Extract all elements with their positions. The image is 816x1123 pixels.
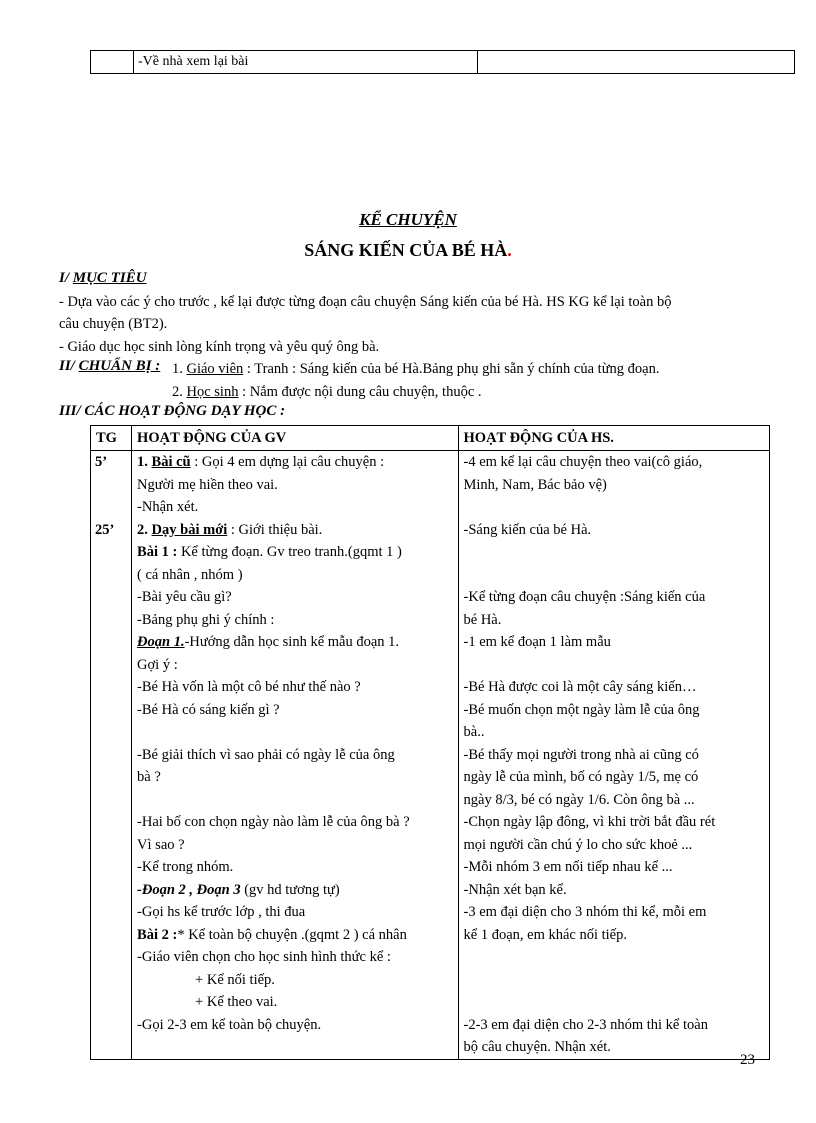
hs-line: bà.. xyxy=(463,724,485,740)
hs-line: -Bé Hà được coi là một cây sáng kiến… xyxy=(463,679,697,695)
section-heading-muc-tieu xyxy=(59,270,147,287)
gv-line: -Gọi hs kể trước lớp , thi đua xyxy=(137,904,306,920)
gv-line: -Bé Hà vốn là một cô bé như thế nào ? xyxy=(137,679,361,695)
label: Bài 2 : xyxy=(137,926,178,943)
gv-line xyxy=(137,924,452,947)
gv-line: bà ? xyxy=(137,769,161,785)
hs-line: -Nhận xét bạn kể. xyxy=(463,881,567,898)
label: Bài cũ xyxy=(151,454,191,470)
hs-line: -Chọn ngày lập đông, vì khi trời bắt đầu rét xyxy=(463,814,716,830)
previous-lesson-table-fragment xyxy=(90,50,795,74)
item-label: Giáo viên xyxy=(186,361,244,377)
hs-line: mọi người cần chú ý lo cho sức khoẻ ... xyxy=(463,836,693,853)
spacer xyxy=(464,564,764,587)
item-text: : Nắm được nội dung câu chuyện, thuộc . xyxy=(238,384,482,400)
time-25: 25’ xyxy=(95,521,115,538)
subject-heading: KỂ CHUYỆN xyxy=(359,210,457,229)
col-header-gv: HOẠT ĐỘNG CỦA GV xyxy=(132,426,458,451)
hs-line: -Bé muốn chọn một ngày làm lễ của ông xyxy=(463,701,700,718)
student-activities xyxy=(458,451,769,1060)
lesson-title-text: SÁNG KIẾN CỦA BÉ HÀ xyxy=(304,240,508,260)
gv-line: -Gọi 2-3 em kể toàn bộ chuyện. xyxy=(137,1016,322,1033)
section-title: CHUẨN BỊ : xyxy=(78,358,161,374)
activities-table xyxy=(90,425,770,1060)
item-label: Học sinh xyxy=(186,384,239,400)
lesson-title-dot: . xyxy=(507,240,512,260)
gv-line: -Bé giải thích vì sao phải có ngày lễ của ông xyxy=(137,746,395,763)
spacer xyxy=(95,474,126,497)
text: : Giới thiệu bài. xyxy=(227,521,323,538)
label: Bài 1 : xyxy=(137,544,178,560)
gv-line xyxy=(137,541,452,564)
gv-line: + Kể nối tiếp. xyxy=(195,971,275,988)
gv-line xyxy=(137,451,452,474)
item-number: 2. xyxy=(172,384,187,400)
text: : Gọi 4 em dựng lại câu chuyện : xyxy=(190,454,385,470)
time-5: 5’ xyxy=(95,454,108,470)
hs-line: ngày 8/3, bé có ngày 1/6. Còn ông bà ... xyxy=(463,791,695,808)
gv-line xyxy=(137,631,452,654)
hs-line: kể 1 đoạn, em khác nối tiếp. xyxy=(463,926,627,943)
hs-line: -3 em đại diện cho 3 nhóm thi kể, mỗi em xyxy=(463,904,707,920)
text: (gv hd tương tự) xyxy=(240,881,340,898)
hs-line: -Mỗi nhóm 3 em nối tiếp nhau kể ... xyxy=(463,859,673,875)
spacer xyxy=(464,541,764,564)
gv-line xyxy=(137,519,452,542)
objective-line-1: - Dựa vào các ý cho trước , kể lại được từng đoạn câu chuyện Sáng kiến của bé Hà. HS KG kể lại toàn bộ xyxy=(59,294,672,310)
gv-line: + Kể theo vai. xyxy=(195,994,278,1010)
item-text: : Tranh : Sáng kiến của bé Hà.Bảng phụ ghi sẵn ý chính của từng đoạn. xyxy=(243,361,660,377)
objective-line-3: - Giáo dục học sinh lòng kính trọng và yêu quý ông bà. xyxy=(59,339,380,355)
table-header-row xyxy=(91,426,770,451)
section-prefix: II/ xyxy=(59,358,79,374)
gv-line: -Hai bố con chọn ngày nào làm lễ của ông bà ? xyxy=(137,814,410,830)
gv-line: -Bài yêu cầu gì? xyxy=(137,589,232,605)
time-column xyxy=(91,451,132,1060)
hs-line: -Sáng kiến của bé Hà. xyxy=(463,521,592,538)
preparation-teacher xyxy=(172,358,660,380)
gv-line: -Kể trong nhóm. xyxy=(137,859,234,875)
gv-line: Gợi ý : xyxy=(137,656,178,673)
section-title: MỤC TIÊU xyxy=(72,270,147,286)
spacer xyxy=(464,654,764,677)
section-heading-chuan-bi xyxy=(59,358,160,375)
text: * Kể toàn bộ chuyện .(gqmt 2 ) cá nhân xyxy=(177,926,407,943)
gv-line: -Giáo viên chọn cho học sinh hình thức kể : xyxy=(137,949,391,965)
hs-line: -1 em kể đoạn 1 làm mẫu xyxy=(463,634,611,650)
spacer xyxy=(464,991,764,1014)
spacer xyxy=(137,721,452,744)
table-row xyxy=(91,451,770,1060)
spacer xyxy=(95,496,126,519)
col-header-tg: TG xyxy=(91,426,132,451)
table-cell xyxy=(478,51,795,74)
spacer xyxy=(464,946,764,969)
gv-line: Người mẹ hiền theo vai. xyxy=(137,476,278,493)
teacher-activities xyxy=(132,451,458,1060)
page-number: 23 xyxy=(740,1052,755,1068)
spacer xyxy=(464,496,764,519)
section-prefix: I/ xyxy=(59,270,73,286)
spacer xyxy=(137,1036,452,1059)
preparation-student xyxy=(172,381,482,403)
spacer xyxy=(464,969,764,992)
hs-line: bé Hà. xyxy=(463,611,502,628)
label: -Đoạn 2 , Đoạn 3 xyxy=(137,881,241,898)
gv-line: Vì sao ? xyxy=(137,836,185,853)
hs-line: -2-3 em đại diện cho 2-3 nhóm thi kể toàn xyxy=(463,1016,708,1033)
spacer xyxy=(137,789,452,812)
text: Kể từng đoạn. Gv treo tranh.(gqmt 1 ) xyxy=(177,544,402,560)
gv-line: -Nhận xét. xyxy=(137,499,199,515)
lesson-title xyxy=(0,240,816,261)
hs-line: -Bé thấy mọi người trong nhà ai cũng có xyxy=(463,746,699,763)
table-row xyxy=(91,51,795,74)
label: Dạy bài mới xyxy=(151,521,228,538)
gv-line xyxy=(137,879,452,902)
gv-line: -Bé Hà có sáng kiến gì ? xyxy=(137,701,280,718)
table-cell-empty xyxy=(91,51,134,74)
hs-line: bộ câu chuyện. Nhận xét. xyxy=(463,1039,611,1055)
text: -Hướng dẫn học sinh kể mẫu đoạn 1. xyxy=(184,634,400,650)
gv-line: ( cá nhân , nhóm ) xyxy=(137,566,243,583)
hs-line: Minh, Nam, Bác bảo vệ) xyxy=(463,476,607,493)
col-header-hs: HOẠT ĐỘNG CỦA HS. xyxy=(458,426,769,451)
hs-line: -4 em kể lại câu chuyện theo vai(cô giáo, xyxy=(463,454,703,470)
gv-line: -Bảng phụ ghi ý chính : xyxy=(137,611,275,628)
item-number: 1. xyxy=(172,361,187,377)
hs-line: ngày lễ của mình, bố có ngày 1/5, mẹ có xyxy=(463,769,699,785)
objective-line-2: câu chuyện (BT2). xyxy=(59,316,168,332)
label: Đoạn 1. xyxy=(137,634,185,650)
label: 2. xyxy=(137,521,152,538)
hs-line: -Kể từng đoạn câu chuyện :Sáng kiến của xyxy=(463,589,706,605)
label: 1. xyxy=(137,454,152,470)
section-heading-hoat-dong: III/ CÁC HOẠT ĐỘNG DẠY HỌC : xyxy=(59,403,286,419)
table-cell: -Về nhà xem lại bài xyxy=(134,51,478,74)
